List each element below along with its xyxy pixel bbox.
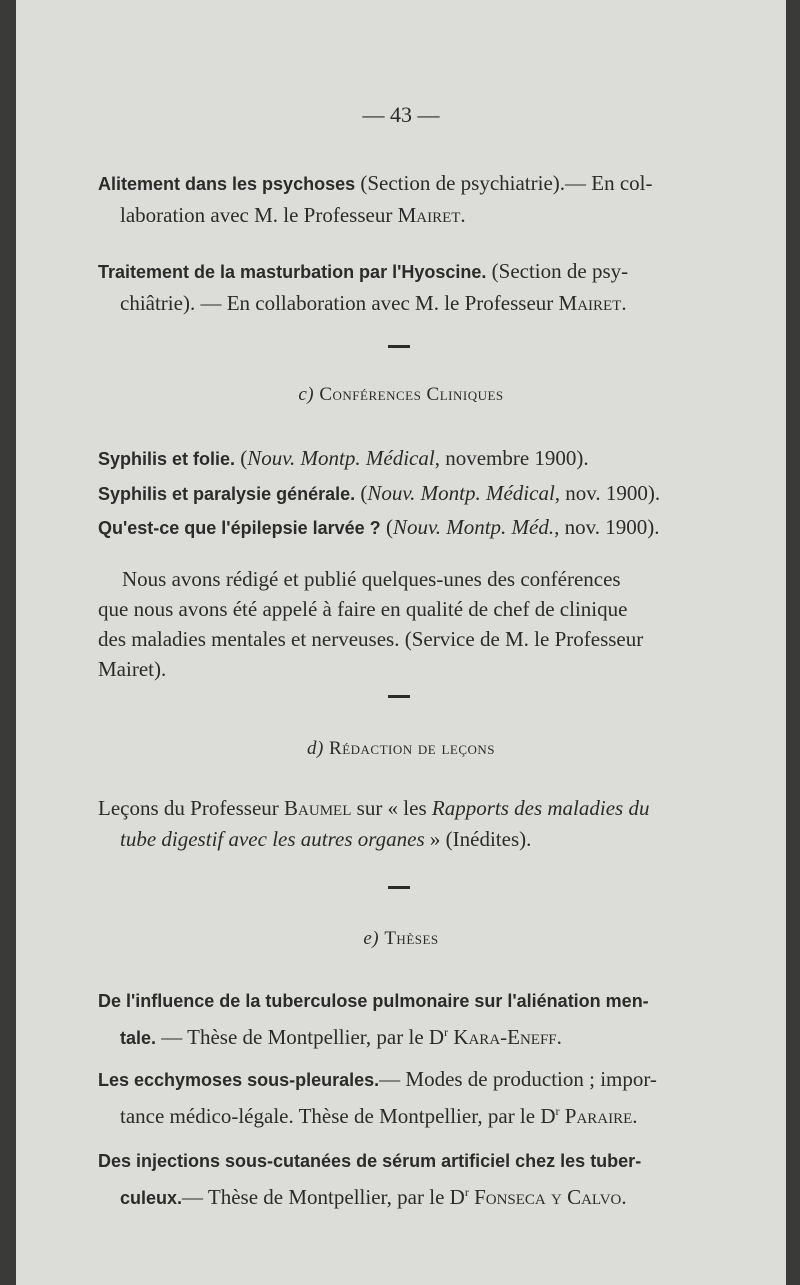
- entry-text: , nov. 1900).: [554, 515, 660, 539]
- thesis-title: Les ecchymoses sous-pleurales.: [98, 1070, 380, 1090]
- entry-text: chiâtrie). — En collaboration avec M. le Professeur: [120, 291, 559, 315]
- lecons-title: tube digestif avec les autres organes: [120, 827, 425, 851]
- author-name: Mairet: [558, 291, 622, 315]
- section-letter: e): [363, 928, 380, 949]
- superscript: r: [555, 1104, 560, 1118]
- journal-name: Nouv. Montp. Médical: [247, 446, 435, 470]
- entry-text: (: [380, 515, 393, 539]
- entry-text: sur « les: [351, 796, 432, 820]
- page: [16, 0, 786, 1285]
- entry-text: .: [556, 1025, 562, 1049]
- author-name: Fonseca y Calvo: [468, 1185, 622, 1209]
- section-heading-c: [16, 384, 786, 406]
- entry-text: (Section de psy-: [486, 259, 629, 283]
- entry-text: .: [621, 291, 627, 315]
- entry-title: Traitement de la masturbation par l'Hyoscine.: [98, 262, 487, 282]
- entry-title: Qu'est-ce que l'épilepsie larvée ?: [98, 518, 381, 538]
- author-name: Paraire: [559, 1104, 633, 1128]
- thesis-title: culeux.: [120, 1188, 183, 1208]
- thesis-entry: [98, 985, 708, 1054]
- entry-text: (: [235, 446, 248, 470]
- entry-text: .: [621, 1185, 627, 1209]
- entry-title: Alitement dans les psychoses: [98, 174, 356, 194]
- publication-entry: [98, 256, 708, 319]
- thesis-entry: [98, 1145, 708, 1214]
- author-name: Baumel: [284, 796, 352, 820]
- lecons-title: Rapports des maladies du: [431, 796, 650, 820]
- entry-text: tance médico-légale. Thèse de Montpellier, par le D: [120, 1104, 556, 1128]
- section-divider: [388, 886, 410, 889]
- author-name: Kara-Eneff: [448, 1025, 557, 1049]
- conference-entry: [98, 478, 708, 510]
- entry-text: , novembre 1900).: [434, 446, 589, 470]
- paragraph-line: Nous avons rédigé et publié quelques-unes des conférences: [122, 567, 621, 591]
- section-title: Rédaction de leçons: [329, 738, 496, 759]
- body-paragraph: [98, 564, 708, 684]
- entry-text: laboration avec M. le Professeur: [120, 203, 398, 227]
- section-letter: d): [306, 738, 324, 759]
- entry-text: .: [460, 203, 466, 227]
- thesis-entry: [98, 1064, 708, 1132]
- thesis-title: tale.: [120, 1028, 157, 1048]
- entry-title: Syphilis et folie.: [98, 449, 236, 469]
- thesis-title: De l'influence de la tuberculose pulmonaire sur l'aliénation men-: [98, 991, 649, 1011]
- journal-name: Nouv. Montp. Médical: [367, 481, 555, 505]
- section-divider: [388, 345, 410, 348]
- entry-text: Leçons du Professeur: [98, 796, 285, 820]
- page-number: — 43 —: [362, 102, 440, 127]
- entry-text: » (Inédites).: [424, 827, 532, 851]
- superscript: r: [464, 1185, 469, 1199]
- author-name: Mairet: [397, 203, 461, 227]
- paragraph-line: des maladies mentales et nerveuses. (Service de M. le Professeur: [98, 627, 644, 651]
- section-heading-e: [16, 928, 786, 950]
- section-divider: [388, 695, 410, 698]
- entry-text: — Thèse de Montpellier, par le D: [182, 1185, 465, 1209]
- superscript: r: [444, 1025, 449, 1039]
- entry-text: , nov. 1900).: [554, 481, 661, 505]
- entry-text: — Modes de production ; impor-: [379, 1067, 657, 1091]
- section-title: Thèses: [384, 928, 439, 949]
- thesis-title: Des injections sous-cutanées de sérum artificiel chez les tuber-: [98, 1151, 642, 1171]
- paragraph-line: que nous avons été appelé à faire en qualité de chef de clinique: [98, 597, 628, 621]
- section-heading-d: [16, 738, 786, 760]
- journal-name: Nouv. Montp. Méd.: [392, 515, 555, 539]
- entry-text: .: [632, 1104, 638, 1128]
- conference-entry: [98, 443, 708, 475]
- lecons-entry: [98, 793, 708, 855]
- section-title: Conférences Cliniques: [319, 384, 504, 405]
- entry-text: (Section de psychiatrie).— En col-: [355, 171, 653, 195]
- entry-text: — Thèse de Montpellier, par le D: [156, 1025, 445, 1049]
- conference-entry: [98, 512, 708, 544]
- section-letter: c): [298, 384, 315, 405]
- publication-entry: [98, 168, 708, 231]
- paragraph-line: Mairet).: [98, 657, 167, 681]
- entry-text: (: [355, 481, 368, 505]
- entry-title: Syphilis et paralysie générale.: [98, 484, 356, 504]
